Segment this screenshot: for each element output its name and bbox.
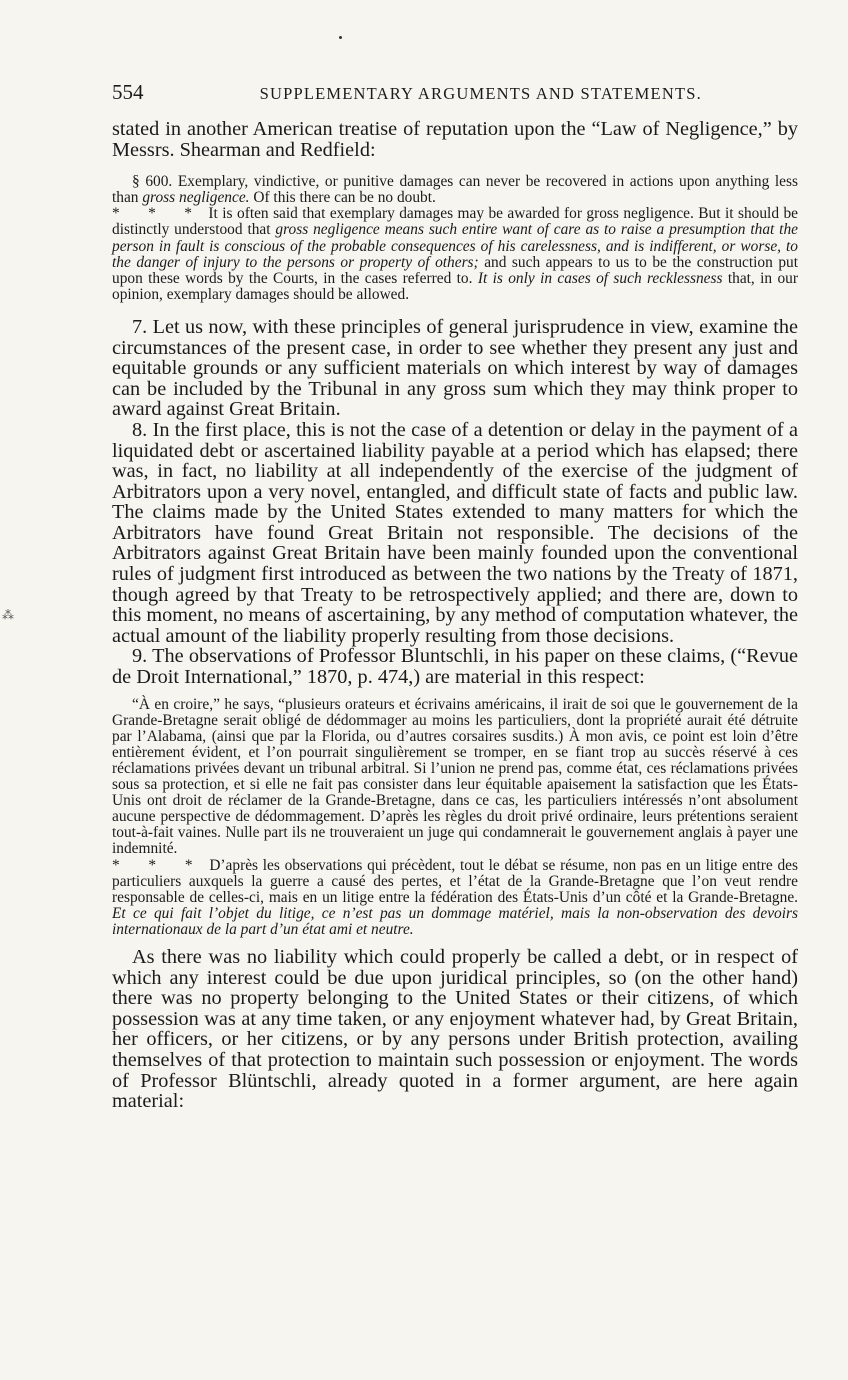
paragraph-10: As there was no liability which could properly be called a debt, or in respect of which any interest could be due upon juridical principles, so (on the other hand) there was no property belonging to the United States or their citizens, of which possession was at any time taken, or any enjoyment whatever had, by Great Britain, her officers, or her citizens, or by any persons under British protection, availing themselves of that protection to maintain such possession or enjoyment. The words of Professor Blüntschli, already quoted in a former argument, are here again material: — [112, 946, 798, 1113]
paragraph-9: 9. The observations of Professor Bluntschli, in his paper on these claims, (“Revue de Droit International,” 1870, p. 474,) are material in this respect: — [112, 645, 798, 689]
blockquote-negligence — [112, 174, 798, 303]
ellipsis-stars: * * * — [112, 205, 204, 223]
quote-text: “À en croire,” he says, “plusieurs orateurs et écrivains américains, il irait de soi que le gouvernement de la Grande-Bretagne serait obligé de dédommager au moins les particuliers, dont la propriété aurait été détruite par l’Alabama, (ainsi que par la Florida, ou d’autres corsaires susdits.) À mon avis, ce point est loin d’être entièrement évident, et l’on pourrait singulièrement se tromper, en se fiant trop au succès réservé à ces réclamations privées devant un tribunal arbitral. Si l’union ne prend pas, comme état, ces réclamations privées sous sa protection, et si elle ne fait pas consister dans leur équitable apaisement la satisfaction que les États-Unis ont droit de réclamer de la Grande-Bretagne, dans ce cas, les particuliers intéressés n’ont absolument aucune perspective de dédommagement. D’après les règles du droit privé ordinaire, leurs prétentions seraient tout-à-fait vaines. Nulle part ils ne trouveraient un juge qui condamnerait le gouvernement anglais à payer une indemnité. * * * D’après les observations qui précèdent, tout le débat se résume, non pas en un litige entre des particuliers auxquels la guerre a causé des pertes, et l’état de la Grande-Bretagne que l’on veut rendre responsable de celles-ci, mais en un litige entre la fédération des États-Unis d’un côté et la Grande-Bretagne. Et ce qui fait l’objet du litige, ce n’est pas un dommage matériel, mais la non-observation des devoirs internationaux de la part d’un état ami et neutre. — [112, 695, 799, 938]
intro-paragraph: stated in another American treatise of reputation upon the “Law of Negligence,” by Messrs. Shearman and Redfield: — [112, 118, 798, 161]
running-title: SUPPLEMENTARY ARGUMENTS AND STATEMENTS. — [259, 84, 702, 103]
quote-text: § 600. Exemplary, vindictive, or punitive damages can never be recovered in actions upon anything less than gross negligence. Of this there can be no doubt. * * * It is often said that exemplary damages may be awarded for gross negligence. But it should be distinctly understood that gross negligence means such entire want of care as to raise a presumption that the person in fault is conscious of the probable consequences of his carelessness, and is indifferent, or worse, to the danger of injury to the persons or property of others; and such appears to us to be the construction put upon these words by the Courts, in the cases referred to. It is only in cases of such recklessness that, in our opinion, exemplary damages should be allowed. — [112, 173, 798, 303]
blockquote-bluntschli — [112, 697, 798, 938]
page-header — [112, 80, 798, 105]
page — [112, 80, 798, 1112]
margin-mark: ⁂ — [2, 608, 14, 622]
speck — [339, 36, 342, 39]
page-number: 554 — [112, 80, 144, 104]
paragraph-8: 8. In the first place, this is not the case of a detention or delay in the payment of a liquidated debt or ascertained liability payable at a period which has elapsed; there was, in fact, no liability at all independently of the exercise of the judgment of Arbitrators upon a very novel, entangled, and difficult state of facts and public law. The claims made by the United States extended to many matters for which the Arbitrators have found Great Britain not responsible. The decisions of the Arbitrators against Great Britain have been mainly founded upon the conventional rules of judgment first introduced as between the two nations by the Treaty of 1871, though agreed by that Treaty to be retrospectively applied; and there are, down to this moment, no means of ascertaining, by any method of computation whatever, the actual amount of the liability properly resulting from those decisions. — [112, 418, 798, 647]
paragraph-7: 7. Let us now, with these principles of general jurisprudence in view, examine the circumstances of the present case, in order to see whether they present any just and equitable grounds or any sufficient materials on which interest by way of damages can be included by the Tribunal in any gross sum which they may think proper to award against Great Britain. — [112, 315, 798, 421]
ellipsis-stars: * * * — [112, 856, 205, 874]
